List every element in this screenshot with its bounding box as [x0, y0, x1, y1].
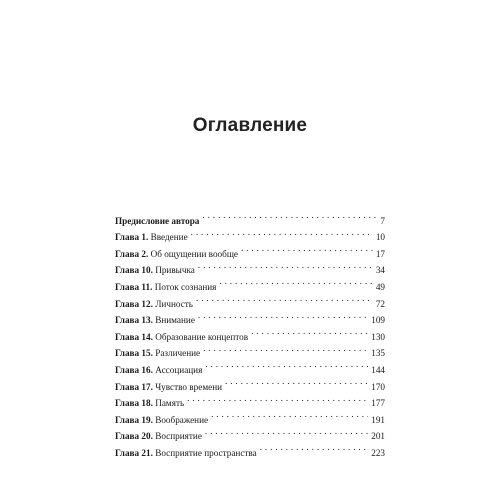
toc-entry-name: Чувство времени — [155, 381, 223, 392]
table-of-contents — [115, 207, 385, 456]
toc-page-number: 135 — [371, 348, 385, 359]
toc-chapter-label: Глава 11. — [115, 281, 153, 292]
toc-chapter-label: Глава 19. — [115, 414, 153, 425]
toc-page-number: 191 — [371, 414, 385, 425]
toc-page-number: 7 — [380, 215, 385, 226]
dot-leader — [219, 273, 372, 290]
toc-entry-name: Ассоциация — [155, 364, 203, 375]
toc-entry-name: Поток сознания — [154, 281, 217, 292]
toc-chapter-label: Глава 16. — [115, 364, 153, 375]
toc-entry-name: Внимание — [155, 315, 195, 326]
toc-chapter-label: Глава 15. — [115, 348, 153, 359]
toc-page-number: 177 — [371, 398, 385, 409]
toc-chapter-label: Глава 18. — [115, 398, 153, 409]
toc-page-number: 49 — [375, 281, 385, 292]
dot-leader — [198, 257, 373, 274]
toc-page-number: 17 — [375, 248, 385, 259]
toc-entry-name: Об ощущении вообще — [150, 248, 238, 259]
toc-chapter-label: Глава 20. — [115, 431, 153, 442]
toc-page-number: 109 — [371, 315, 385, 326]
dot-leader — [198, 307, 368, 324]
toc-entry-name: Память — [155, 398, 185, 409]
toc-entry-name: Восприятие пространства — [155, 447, 257, 458]
toc-page-number: 34 — [375, 265, 385, 276]
toc-page-number: 10 — [375, 232, 385, 243]
toc-chapter-label: Глава 17. — [115, 381, 153, 392]
toc-chapter-label: Глава 10. — [115, 265, 153, 276]
dot-leader — [187, 390, 368, 407]
toc-entry-name: Восприятие — [155, 431, 202, 442]
toc-entry-name: Привычка — [155, 265, 195, 276]
dot-leader — [203, 340, 368, 357]
toc-entry-name: Личность — [155, 298, 193, 309]
dot-leader — [196, 290, 373, 307]
page-title: Оглавление — [192, 115, 308, 136]
toc-chapter-label: Глава 1. — [115, 232, 149, 243]
toc-chapter-label: Глава 14. — [115, 331, 153, 342]
toc-entry-name: Воображение — [155, 414, 209, 425]
dot-leader — [205, 423, 368, 440]
toc-chapter-label: Глава 21. — [115, 447, 153, 458]
toc-entry-name: Введение — [150, 232, 188, 243]
toc-chapter-label: Глава 13. — [115, 315, 153, 326]
toc-entry-preface[interactable] — [115, 207, 385, 224]
toc-entry-name: Образование концептов — [155, 331, 249, 342]
dot-leader — [251, 323, 368, 340]
dot-leader — [205, 356, 368, 373]
toc-page-number: 170 — [371, 381, 385, 392]
dot-leader — [191, 224, 373, 241]
dot-leader — [202, 207, 377, 224]
toc-entry-name: Различение — [155, 348, 201, 359]
dot-leader — [211, 406, 368, 423]
toc-chapter-label: Глава 12. — [115, 298, 153, 309]
toc-entry-name: Предисловие автора — [115, 215, 200, 226]
toc-page-number: 130 — [371, 331, 385, 342]
dot-leader — [260, 439, 369, 456]
dot-leader — [225, 373, 368, 390]
toc-page-number: 223 — [371, 447, 385, 458]
toc-page-number: 144 — [371, 364, 385, 375]
toc-page-number: 201 — [371, 431, 385, 442]
dot-leader — [241, 240, 373, 257]
toc-page-number: 72 — [375, 298, 385, 309]
toc-chapter-label: Глава 2. — [115, 248, 149, 259]
